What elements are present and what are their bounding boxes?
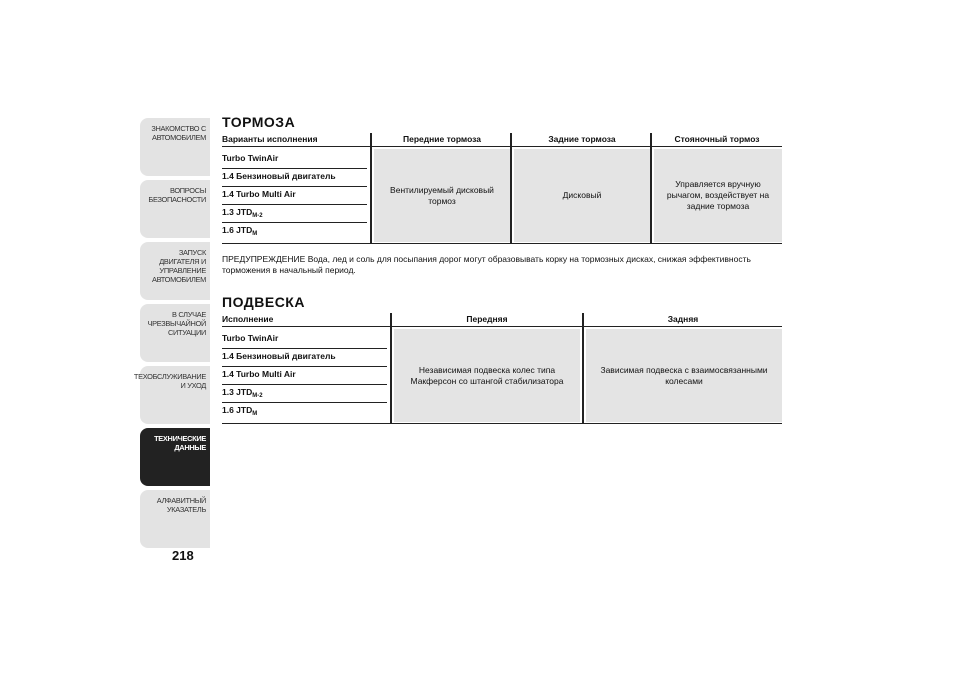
tab-label: ТЕХОБСЛУЖИВАНИЕ И УХОД	[133, 372, 206, 390]
table-bottom-line	[222, 243, 782, 244]
page-number: 218	[172, 548, 194, 563]
suspension-header-version: Исполнение	[222, 314, 274, 324]
table-row: 1.4 Бензиновый двигатель	[222, 169, 367, 187]
suspension-heading: ПОДВЕСКА	[222, 294, 305, 310]
brakes-table	[222, 133, 782, 245]
table-row: 1.4 Бензиновый двигатель	[222, 349, 387, 367]
front-brakes-value: Вентилируемый дисковый тормоз	[374, 149, 510, 242]
column-divider	[510, 133, 512, 243]
tab-index[interactable]	[140, 490, 210, 548]
warning-text: ПРЕДУПРЕЖДЕНИЕ Вода, лед и соль для посыпания дорог могут образовывать корку на тормозных дисках, снижая эффективность торможения в начальный период.	[222, 254, 751, 275]
header-divider	[222, 326, 782, 327]
tab-technical-data[interactable]	[140, 428, 210, 486]
rear-suspension-value: Зависимая подвеска с взаимосвязанными колесами	[586, 329, 782, 422]
column-divider	[650, 133, 652, 243]
column-divider	[390, 313, 392, 423]
brakes-header-front: Передние тормоза	[402, 134, 482, 144]
table-row: 1.6 $JTD_M$	[222, 405, 258, 417]
tab-maintenance[interactable]	[133, 366, 210, 424]
column-divider	[582, 313, 584, 423]
table-bottom-line	[222, 423, 782, 424]
table-row: Turbo TwinAir	[222, 151, 367, 169]
tab-label: АЛФАВИТНЫЙ УКАЗАТЕЛЬ	[156, 496, 206, 514]
tab-emergency[interactable]	[140, 304, 210, 362]
column-divider	[370, 133, 372, 243]
parking-brake-value: Управляется вручную рычагом, воздействует на задние тормоза	[654, 149, 782, 242]
tab-label: ЗАПУСК ДВИГАТЕЛЯ И УПРАВЛЕНИЕ АВТОМОБИЛЕМ	[152, 248, 206, 284]
tab-label: В СЛУЧАЕ ЧРЕЗВЫЧАЙНОЙ СИТУАЦИИ	[147, 310, 206, 337]
brakes-header-variants: Варианты исполнения	[222, 134, 318, 144]
brakes-header-rear: Задние тормоза	[548, 134, 616, 144]
suspension-header-front: Передняя	[466, 314, 508, 324]
tab-label: ЗНАКОМСТВО С АВТОМОБИЛЕМ	[151, 124, 206, 142]
tab-safety[interactable]	[140, 180, 210, 238]
suspension-header-rear: Задняя	[667, 314, 699, 324]
header-divider	[222, 146, 782, 147]
table-row: 1.4 Turbo Multi Air	[222, 367, 387, 385]
brakes-heading: ТОРМОЗА	[222, 114, 296, 130]
table-row: 1.3 $JTD_{M-2}$	[222, 385, 387, 403]
front-suspension-value: Независимая подвеска колес типа Макферсон со штангой стабилизатора	[394, 329, 580, 422]
brakes-header-parking: Стояночный тормоз	[674, 134, 760, 144]
table-row: 1.3 $JTD_{M-2}$	[222, 205, 367, 223]
tab-starting-driving[interactable]	[140, 242, 210, 300]
rear-brakes-value: Дисковый	[514, 149, 650, 242]
table-row: 1.6 $JTD_M$	[222, 225, 258, 237]
table-row: Turbo TwinAir	[222, 331, 387, 349]
table-row: 1.4 Turbo Multi Air	[222, 187, 367, 205]
tab-label: ТЕХНИЧЕСКИЕ ДАННЫЕ	[154, 434, 206, 452]
tab-introduction[interactable]	[140, 118, 210, 176]
tab-label: ВОПРОСЫ БЕЗОПАСНОСТИ	[148, 186, 206, 204]
suspension-table	[222, 313, 782, 425]
